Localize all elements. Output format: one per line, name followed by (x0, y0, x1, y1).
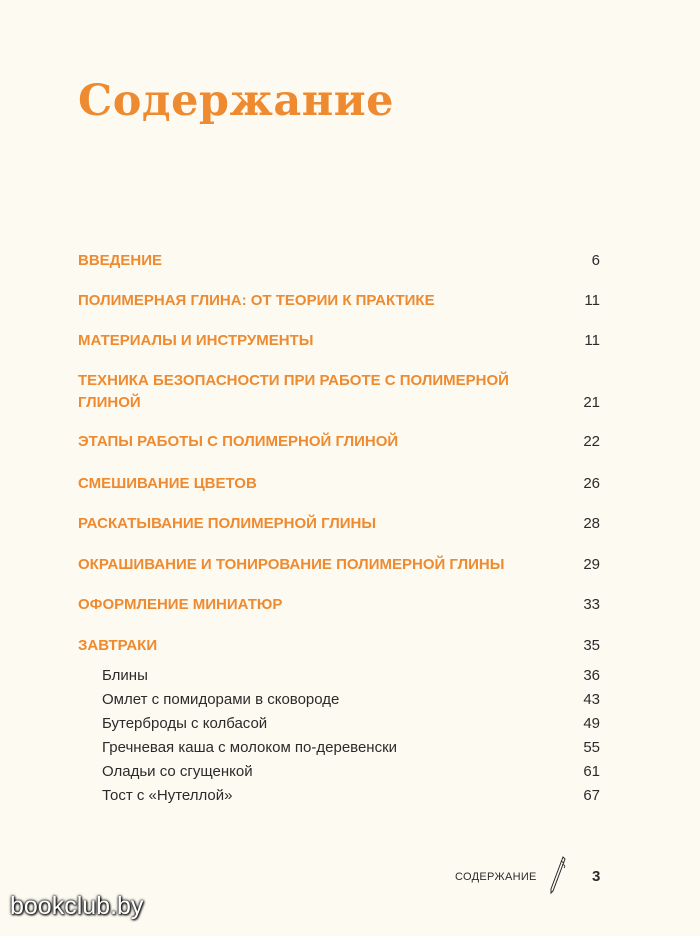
toc-entry-label: МАТЕРИАЛЫ И ИНСТРУМЕНТЫ (78, 332, 314, 349)
toc-entry-page: 26 (583, 475, 600, 492)
toc-entry-label: ЗАВТРАКИ (78, 637, 158, 654)
toc-entry-label: СМЕШИВАНИЕ ЦВЕТОВ (78, 475, 257, 492)
toc-subitem-page: 36 (583, 667, 600, 684)
toc-entry-page: 11 (584, 332, 600, 349)
toc-subitem-page: 43 (583, 691, 600, 708)
toc-entry-label: ОФОРМЛЕНИЕ МИНИАТЮР (78, 596, 283, 613)
toc-subitem-label: Оладьи со сгущенкой (102, 763, 253, 780)
toc-entry-label: ОКРАШИВАНИЕ И ТОНИРОВАНИЕ ПОЛИМЕРНОЙ ГЛИНЫ (78, 556, 505, 573)
toc-entry-design[interactable] (78, 594, 600, 616)
toc-entry-page: 35 (583, 637, 600, 654)
toc-subitem[interactable] (102, 689, 600, 711)
toc-subitem-label: Тост с «Нутеллой» (102, 787, 233, 804)
toc-entry-label: ВВЕДЕНИЕ (78, 252, 162, 269)
toc-entry-label: ЭТАПЫ РАБОТЫ С ПОЛИМЕРНОЙ ГЛИНОЙ (78, 433, 399, 450)
toc-entry-intro[interactable] (78, 250, 600, 272)
toc-entry-page: 21 (583, 394, 600, 411)
toc-entry-color-mixing[interactable] (78, 473, 600, 495)
toc-entry-page: 33 (583, 596, 600, 613)
toc-entry-label: ТЕХНИКА БЕЗОПАСНОСТИ ПРИ РАБОТЕ С ПОЛИМЕРНОЙ ГЛИНОЙ (78, 372, 509, 411)
running-footer-label: СОДЕРЖАНИЕ (455, 871, 537, 883)
toc-entry-page: 6 (591, 252, 600, 269)
toc-entry-stages[interactable] (78, 431, 600, 453)
toc-subitem[interactable] (102, 713, 600, 735)
toc-subitem-label: Омлет с помидорами в сковороде (102, 691, 340, 708)
toc-subitem-page: 55 (583, 739, 600, 756)
page-number: 3 (592, 868, 601, 885)
toc-entry-page: 22 (583, 433, 600, 450)
toc-entry-theory[interactable] (78, 290, 600, 312)
toc-entry-page: 29 (583, 556, 600, 573)
toc-entry-safety[interactable] (78, 370, 600, 414)
toc-entry-label: РАСКАТЫВАНИЕ ПОЛИМЕРНОЙ ГЛИНЫ (78, 515, 377, 532)
toc-subitem[interactable] (102, 761, 600, 783)
toc-entry-materials[interactable] (78, 330, 600, 352)
toc-entry-coloring[interactable] (78, 554, 600, 576)
toc-subitem[interactable] (102, 665, 600, 687)
toc-subitem-page: 61 (583, 763, 600, 780)
pen-icon (545, 855, 569, 895)
toc-subitem-label: Гречневая каша с молоком по-деревенски (102, 739, 398, 756)
toc-entry-page: 28 (583, 515, 600, 532)
toc-subitem-page: 67 (583, 787, 600, 804)
watermark-text: bookclub.by (10, 892, 144, 920)
toc-entry-rolling[interactable] (78, 513, 600, 535)
toc-subitem-page: 49 (583, 715, 600, 732)
toc-entry-breakfasts[interactable] (78, 635, 600, 657)
toc-entry-label: ПОЛИМЕРНАЯ ГЛИНА: ОТ ТЕОРИИ К ПРАКТИКЕ (78, 292, 435, 309)
toc-entry-page: 11 (584, 292, 600, 309)
toc-subitem[interactable] (102, 737, 600, 759)
page-title: Содержание (78, 76, 394, 126)
toc-subitem-label: Бутерброды с колбасой (102, 715, 268, 732)
toc-subitem[interactable] (102, 785, 600, 807)
toc-subitem-label: Блины (102, 667, 148, 684)
